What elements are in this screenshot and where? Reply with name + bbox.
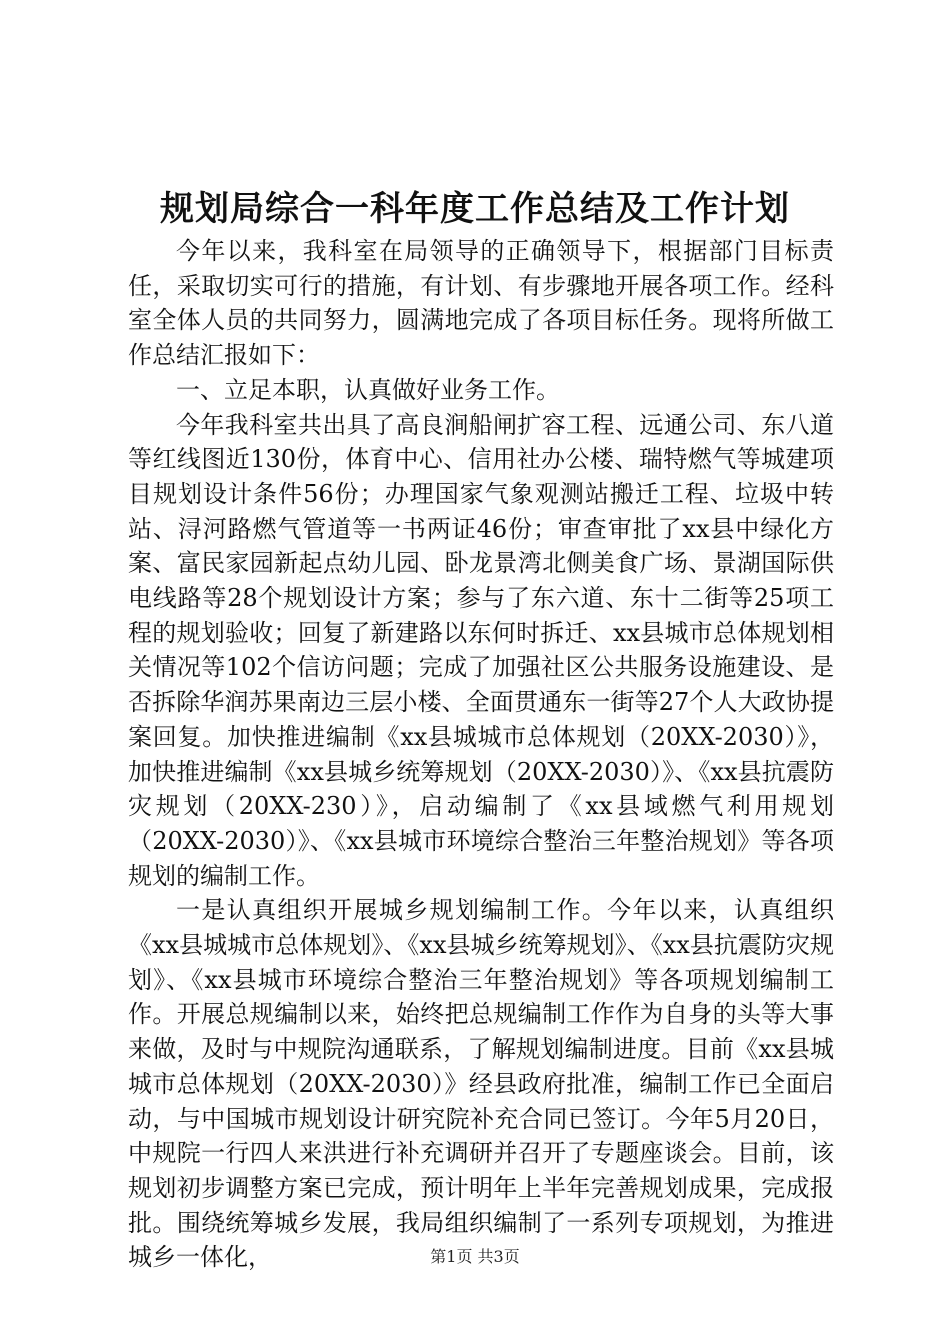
page-footer: 第1页 共3页: [430, 1247, 520, 1266]
document-body: [128, 234, 834, 1275]
section-heading: 一、立足本职，认真做好业务工作。: [176, 375, 560, 404]
planning-paragraph: 一是认真组织开展城乡规划编制工作。今年以来，认真组织《xx县城城市总体规划》、《xx县城乡统筹规划》、《xx县抗震防灾规划》、《xx县城市环境综合整治三年整治规划》等各项规划编制工作。开展总规编制以来，始终把总规编制工作作为自身的头等大事来做，及时与中规院沟通联系，了解规划编制进度。目前《xx县城城市总体规划（20XX-2030）》经县政府批准，编制工作已全面启动，与中国城市规划设计研究院补充合同已签订。今年5月20日，中规院一行四人来洪进行补充调研并召开了专题座谈会。目前，该规划初步调整方案已完成，预计明年上半年完善规划成果，完成报批。围绕统筹城乡发展，我局组织编制了一系列专项规划，为推进城乡一体化，: [128, 896, 834, 1272]
intro-paragraph: 今年以来，我科室在局领导的正确领导下，根据部门目标责任，采取切实可行的措施，有计划、有步骤地开展各项工作。经科室全体人员的共同努力，圆满地完成了各项目标任务。现将所做工作总结汇报如下：: [128, 237, 834, 370]
work-summary-paragraph: 今年我科室共出具了高良涧船闸扩容工程、远通公司、东八道等红线图近130份，体育中心、信用社办公楼、瑞特燃气等城建项目规划设计条件56份；办理国家气象观测站搬迁工程、垃圾中转站、浔河路燃气管道等一书两证46份；审查审批了xx县中绿化方案、富民家园新起点幼儿园、卧龙景湾北侧美食广场、景湖国际供电线路等28个规划设计方案；参与了东六道、东十二街等25项工程的规划验收；回复了新建路以东何时拆迁、xx县城市总体规划相关情况等102个信访问题；完成了加强社区公共服务设施建设、是否拆除华润苏果南边三层小楼、全面贯通东一街等27个人大政协提案回复。加快推进编制《xx县城城市总体规划（20XX-2030）》，加快推进编制《xx县城乡统筹规划（20XX-2030）》、《xx县抗震防灾规划（20XX-230）》，启动编制了《xx县域燃气利用规划（20XX-2030）》、《xx县城市环境综合整治三年整治规划》等各项规划的编制工作。: [128, 410, 834, 890]
document-title: 规划局综合一科年度工作总结及工作计划: [160, 189, 790, 229]
